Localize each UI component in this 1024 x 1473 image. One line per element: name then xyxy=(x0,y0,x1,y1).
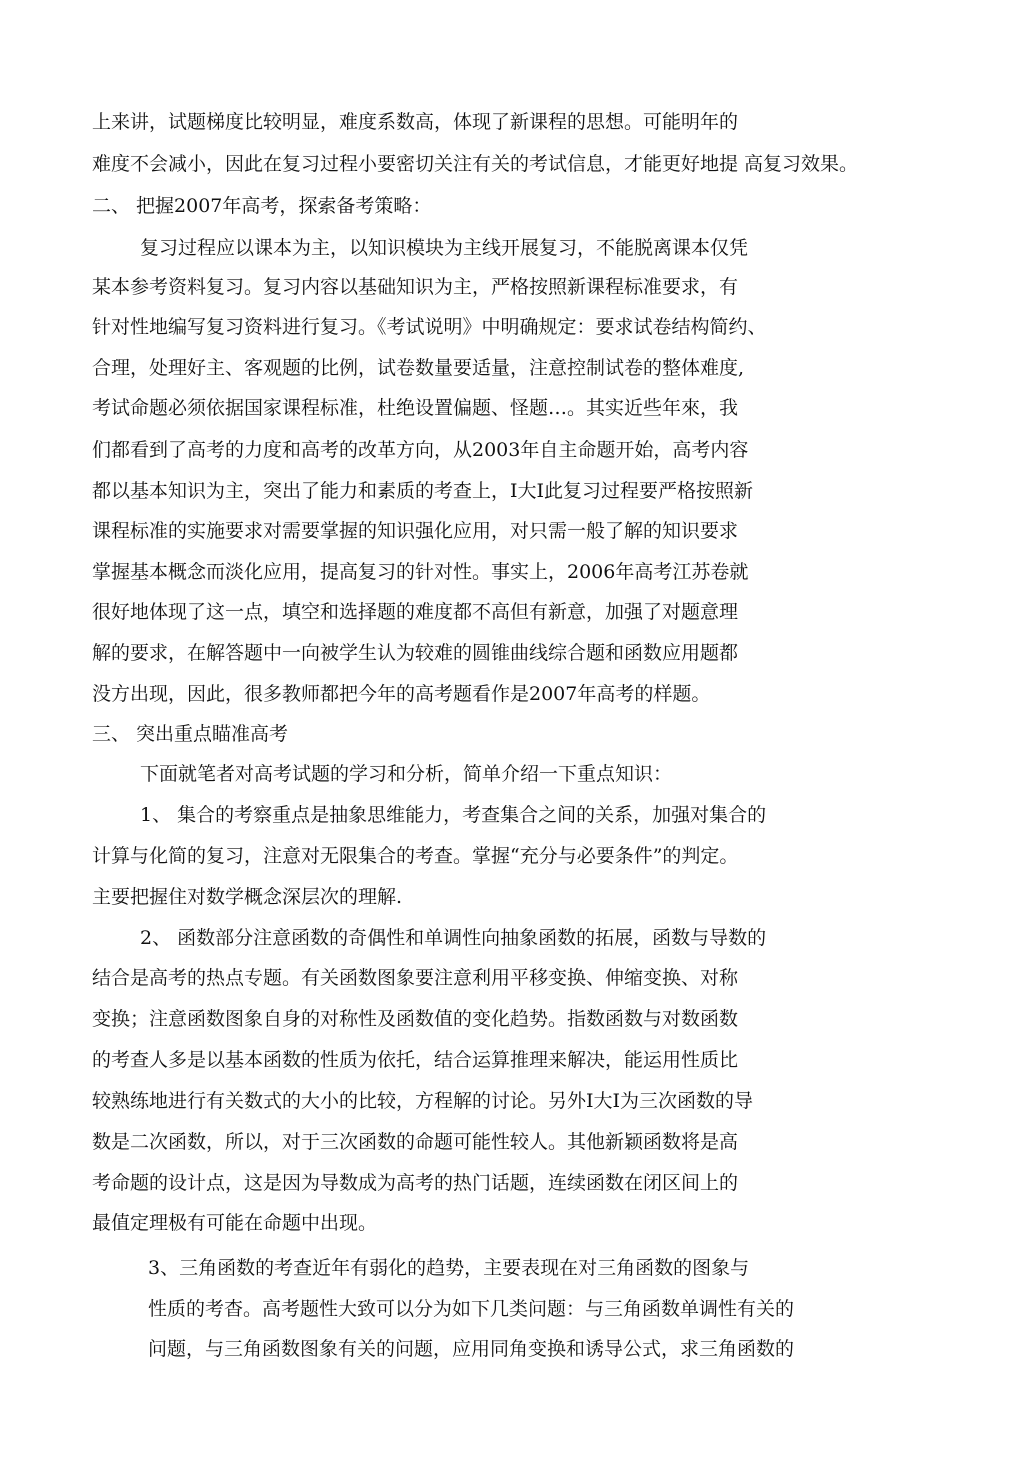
text-line: 下面就笔者对高考试题的学习和分析，简单介绍一下重点知识： xyxy=(140,763,673,785)
text-line: 性质的考杳。高考题性大致可以分为如下几类问题：与三角函数单调性有关的 xyxy=(148,1298,795,1320)
text-line: 都以基本知识为主，突出了能力和素质的考查上，I大I此复习过程要严格按照新 xyxy=(92,480,754,502)
text-line: 的考查人多是以基本函数的性质为依托，结合运算推理来解决，能运用性质比 xyxy=(92,1049,739,1071)
text-line: 主要把握住对数学概念深层次的理解. xyxy=(92,886,403,908)
text-line: 复习过程应以课本为主，以知识模块为主线开展复习，不能脱离课本仅凭 xyxy=(140,237,749,259)
section-heading: 二、 把握2007年高考，探索备考策略： xyxy=(92,195,432,217)
text-line: 很好地体现了这一点，填空和选择题的难度都不高但有新意，加强了对题意理 xyxy=(92,601,739,623)
list-item: 2、 函数部分注意函数的奇偶性和单调性向抽象函数的拓展，函数与导数的 xyxy=(140,927,767,949)
text-line: 考命题的设计点，这是因为导数成为高考的热门话题，连续函数在闭区间上的 xyxy=(92,1172,739,1194)
text-line: 数是二次函数，所以，对于三次函数的命题可能性较人。其他新颖函数将是高 xyxy=(92,1131,739,1153)
text-line: 问题，与三角函数图象有关的问题，应用同角变换和诱导公式，求三角函数的 xyxy=(148,1338,795,1360)
list-item: 1、 集合的考察重点是抽象思维能力，考查集合之间的关系，加强对集合的 xyxy=(140,804,767,826)
text-line: 掌握基本概念而淡化应用，提高复习的针对性。事实上，2006年高考江苏卷就 xyxy=(92,561,749,583)
text-line: 解的要求，在解答题中一向被学生认为较难的圆锥曲线综合题和函数应用题都 xyxy=(92,642,739,664)
text-line: 考试命题必须依据国家课程标准，杜绝设置偏题、怪题…。其实近些年來，我 xyxy=(92,397,739,419)
list-item: 3、三角函数的考查近年有弱化的趋势，主要表现在对三角函数的图象与 xyxy=(148,1257,750,1279)
text-line: 难度不会减小，因此在复习过程小要密切关注有关的考试信息，才能更好地提 高复习效果。 xyxy=(92,153,859,175)
section-heading: 三、 突出重点瞄准高考 xyxy=(92,723,289,745)
text-line: 较熟练地进行有关数式的大小的比较，方程解的讨论。另外I大I为三次函数的导 xyxy=(92,1090,754,1112)
text-line: 变换；注意函数图象自身的对称性及函数值的变化趋势。指数函数与对数函数 xyxy=(92,1008,739,1030)
text-line: 课程标准的实施要求对需要掌握的知识强化应用，对只需一般了解的知识要求 xyxy=(92,520,739,542)
text-line: 合理，处理好主、客观题的比例，试卷数量要适量，注意控制试卷的整体难度, xyxy=(92,357,745,379)
text-line: 针对性地编写复习资料进行复习。《考试说明》中明确规定：要求试卷结构简约、 xyxy=(92,316,767,338)
text-line: 们都看到了高考的力度和高考的改革方向，从2003年自主命题开始，高考内容 xyxy=(92,439,749,461)
text-line: 计算与化简的复习，注意对无限集合的考查。掌握“充分与必要条件”的判定。 xyxy=(92,845,739,867)
text-line: 没方出现，因此，很多教师都把今年的高考题看作是2007年高考的样题。 xyxy=(92,683,711,705)
text-line: 结合是高考的热点专题。有关函数图象要注意利用平移变换、伸缩变换、对称 xyxy=(92,967,739,989)
text-line: 上来讲，试题梯度比较明显，难度系数高，体现了新课程的思想。可能明年的 xyxy=(92,111,739,133)
text-line: 某本参考资料复习。复习内容以基础知识为主，严格按照新课程标准要求，有 xyxy=(92,276,739,298)
text-line: 最值定理极有可能在命题中出现。 xyxy=(92,1212,378,1234)
